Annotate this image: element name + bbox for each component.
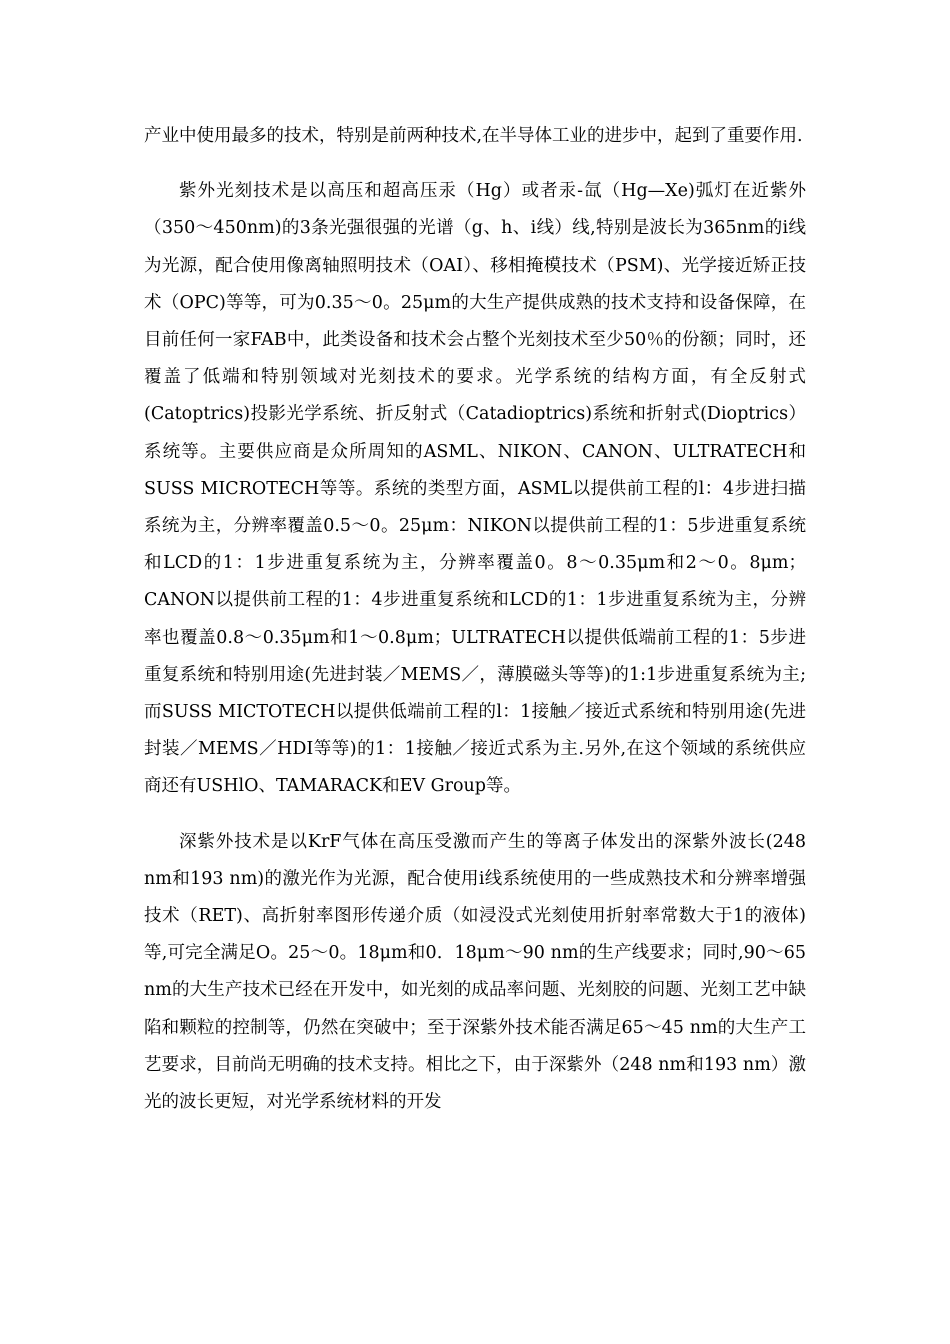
paragraph-deep-uv: 深紫外技术是以KrF气体在高压受激而产生的等离子体发出的深紫外波长(248 nm和193 nm)的激光作为光源，配合使用i线系统使用的一些成熟技术和分辨率增强技术（RET)、高折射率图形传递介质（如浸没式光刻使用折射率常数大于1的液体)等,可完全满足O。25～0。18μm和0．18μm～90 nm的生产线要求；同时,90～65 nm的大生产技术已经在开发中，如光刻的成品率问题、光刻胶的问题、光刻工艺中缺陷和颗粒的控制等，仍然在突破中；至于深紫外技术能否满足65～45 nm的大生产工艺要求，目前尚无明确的技术支持。相比之下，由于深紫外（248 nm和193 nm）激光的波长更短，对光学系统材料的开发 [144, 831, 806, 1113]
paragraph-uv-lithography: 紫外光刻技术是以高压和超高压汞（Hg）或者汞-氙（Hg—Xe)弧灯在近紫外（350～450nm)的3条光强很强的光谱（g、h、i线）线,特别是波长为365nm的i线为光源，配合使用像离轴照明技术（OAI）、移相掩模技术（PSM)、光学接近矫正技术（OPC)等等，可为0.35～0。25μm的大生产提供成熟的技术支持和设备保障，在目前任何一家FAB中，此类设备和技术会占整个光刻技术至少50％的份额；同时，还覆盖了低端和特别领域对光刻技术的要求。光学系统的结构方面，有全反射式(Catoptrics)投影光学系统、折反射式（Catadioptrics)系统和折射式(Dioptrics）系统等。主要供应商是众所周知的ASML、NIKON、CANON、ULTRATECH和SUSS MICROTECH等等。系统的类型方面，ASML以提供前工程的l：4步进扫描系统为主，分辨率覆盖0.5～0。25μm：NIKON以提供前工程的1：5步进重复系统和LCD的1：1步进重复系统为主，分辨率覆盖0。8～0.35μm和2～0。8μm；CANON以提供前工程的1：4步进重复系统和LCD的1：1步进重复系统为主，分辨率也覆盖0.8～0.35μm和1～0.8μm；ULTRATECH以提供低端前工程的1：5步进重复系统和特别用途(先进封装／MEMS／，薄膜磁头等等)的1:1步进重复系统为主;而SUSS MICTOTECH以提供低端前工程的l：1接触／接近式系统和特别用途(先进封装／MEMS／HDI等等)的1：1接触／接近式系为主.另外,在这个领域的系统供应商还有USHlO、TAMARACK和EV Group等。 [144, 181, 806, 797]
document-body [144, 118, 806, 1139]
paragraph-continuation: 产业中使用最多的技术，特别是前两种技术,在半导体工业的进步中，起到了重要作用. [144, 126, 803, 146]
